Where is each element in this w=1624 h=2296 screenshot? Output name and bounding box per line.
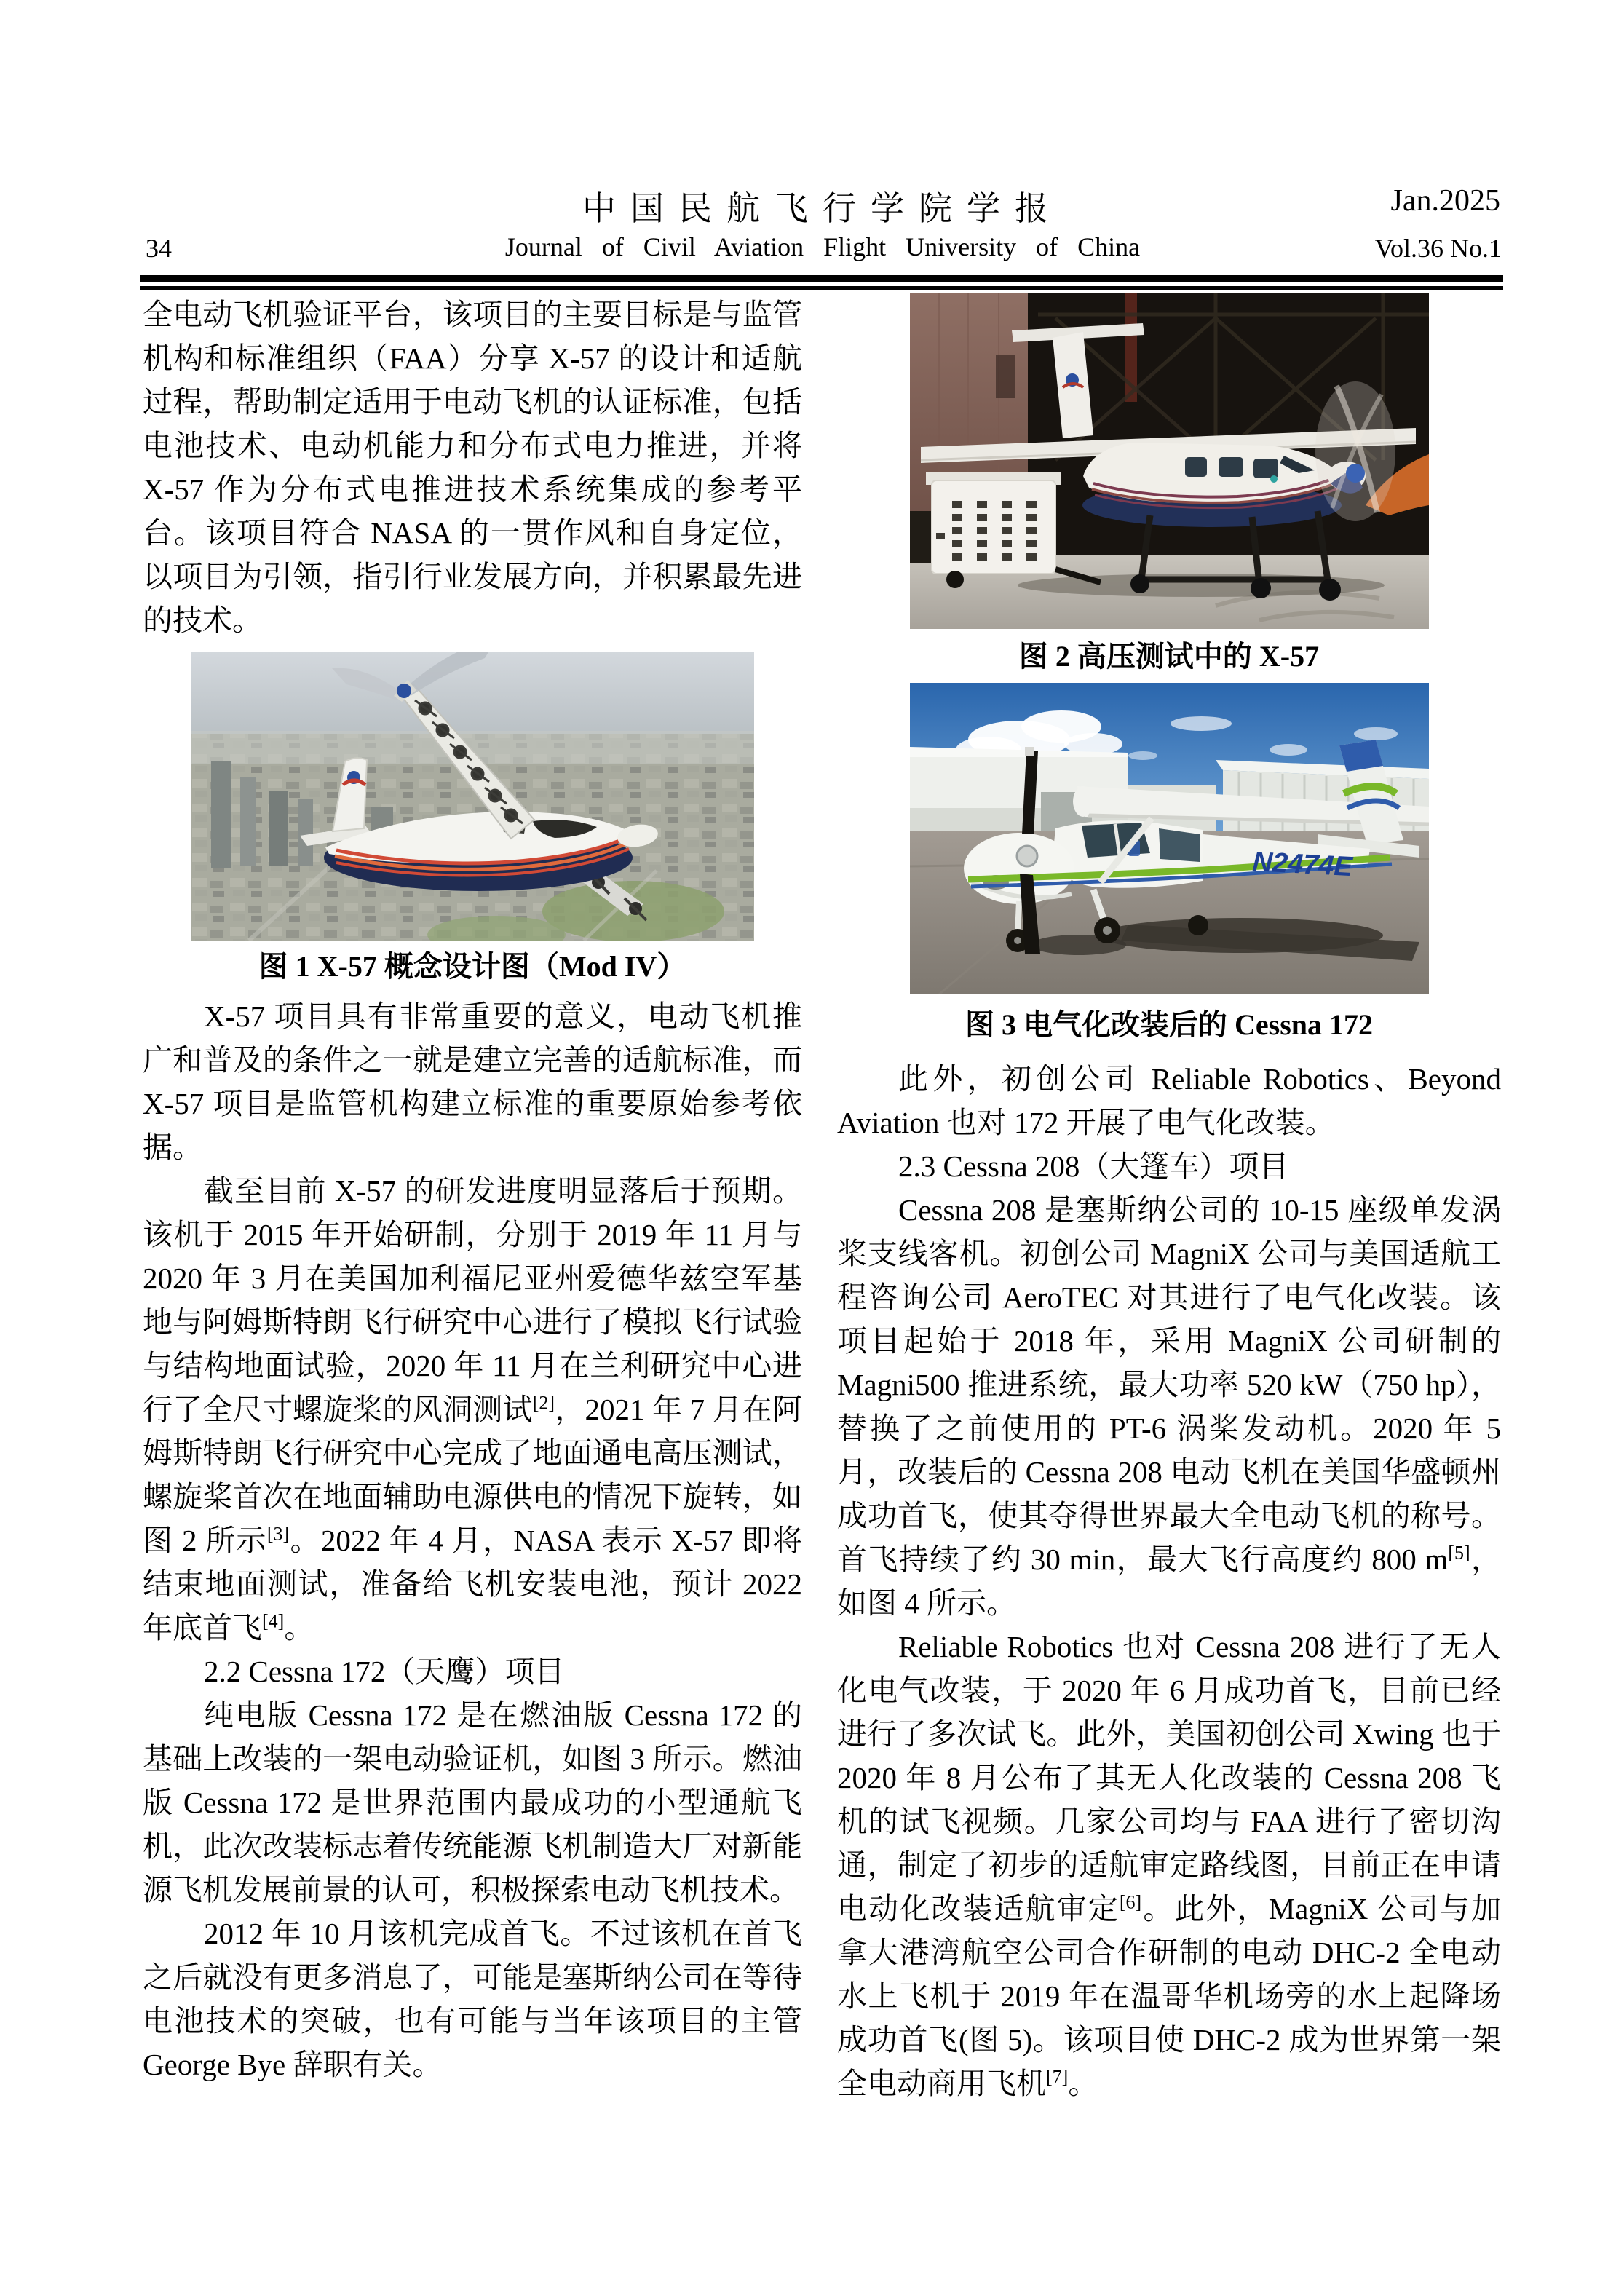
issue-date: Jan.2025: [1390, 184, 1500, 218]
x57-hangar-test-image: [910, 293, 1429, 629]
figure-1-caption: 图 1 X-57 概念设计图（Mod IV）: [258, 950, 686, 983]
figure-3-caption: 图 3 电气化改装后的 Cessna 172: [965, 1008, 1374, 1041]
figure-3-cessna172: [837, 683, 1501, 994]
paragraph-cessna208-magnix: Cessna 208 是塞斯纳公司的 10-15 座级单发涡桨支线客机。初创公司 MagniX 公司与美国适航工程咨询公司 AeroTEC 对其进行了电气化改装。该项目起始于 2018 年，采用 MagniX 公司研制的 Magni500 推进系统，最大功率 520 kW（750 hp），替换了之前使用的 PT-6 涡桨发动机。2020 年 5 月，改装后的 Cessna 208 电动飞机在美国华盛顿州成功首飞，使其夺得世界最大全电动飞机的称号。首飞持续了约 30 min，最大飞行高度约 800 m[5]，如图 4 所示。: [837, 1193, 1501, 1620]
x57-concept-image: [191, 652, 754, 941]
header-rule-thin: [140, 286, 1503, 290]
paragraph-cessna208-unmanned: Reliable Robotics 也对 Cessna 208 进行了无人化电气改装，于 2020 年 6 月成功首飞，目前已经进行了多次试飞。此外，美国初创公司 Xwing 也于 2020 年 8 月公布了其无人化改装的 Cessna 208 飞机的试飞视频。几家公司均与 FAA 进行了密切沟通，制定了初步的适航审定路线图，目前正在申请电动化改装适航审定[6]。此外，MagniX 公司与加拿大港湾航空公司合作研制的电动 DHC-2 全电动水上飞机于 2019 年在温哥华机场旁的水上起降场成功首飞(图 5)。该项目使 DHC-2 成为世界第一架全电动商用飞机[7]。: [837, 1630, 1502, 2100]
paragraph-172-other-companies: 此外，初创公司 Reliable Robotics、Beyond Aviation 也对 172 开展了电气化改装。: [837, 1062, 1501, 1139]
journal-title-zh: 中国民航飞行学院学报: [582, 190, 1063, 227]
right-column: [837, 293, 1501, 2105]
paragraph-cessna172-intro: 纯电版 Cessna 172 是在燃油版 Cessna 172 的基础上改装的一架电动验证机，如图 3 所示。燃油版 Cessna 172 是世界范围内最成功的小型通航飞机，此次改装标志着传统能源飞机制造大厂对新能源飞机发展前景的认可，积极探索电动飞机技术。: [143, 1698, 802, 1907]
section-heading-2-2: 2.2 Cessna 172（天鹰）项目: [204, 1655, 565, 1688]
figure-1-x57-concept: [143, 652, 802, 941]
left-column: [143, 293, 802, 2086]
header-rule-thick: [140, 275, 1503, 282]
figure-2-x57-test: [837, 293, 1501, 629]
paragraph-cessna172-flight: 2012 年 10 月该机完成首飞。不过该机在首飞之后就没有更多消息了，可能是塞斯纳公司在等待电池技术的突破，也有可能与当年该项目的主管 George Bye 辞职有关。: [143, 1917, 802, 2081]
paragraph-x57-progress: 截至目前 X-57 的研发进度明显落后于预期。该机于 2015 年开始研制，分别于 2019 年 11 月与 2020 年 3 月在美国加利福尼亚州爱德华兹空军基地与阿姆斯特朗飞行研究中心进行了模拟飞行试验与结构地面试验，2020 年 11 月在兰利研究中心进行了全尺寸螺旋桨的风洞测试[2]，2021 年 7 月在阿姆斯特朗飞行研究中心完成了地面通电高压测试，螺旋桨首次在地面辅助电源供电的情况下旋转，如图 2 所示[3]。2022 年 4 月，NASA 表示 X-57 即将结束地面测试，准备给飞机安装电池，预计 2022 年底首飞[4]。: [143, 1174, 803, 1644]
journal-title-en: Journal of Civil Aviation Flight University of China: [504, 232, 1141, 261]
cessna172-image: [910, 683, 1429, 994]
paragraph-x57-platform: 全电动飞机验证平台，该项目的主要目标是与监管机构和标准组织（FAA）分享 X-57 的设计和适航过程，帮助制定适用于电动飞机的认证标准，包括电池技术、电动机能力和分布式电力推进，并将 X-57 作为分布式电推进技术系统集成的参考平台。该项目符合 NASA 的一贯作风和自身定位，以项目为引领，指引行业发展方向，并积累最先进的技术。: [143, 298, 802, 637]
section-heading-2-3: 2.3 Cessna 208（大篷车）项目: [898, 1149, 1289, 1183]
page-number: 34: [146, 234, 172, 263]
volume-issue: Vol.36 No.1: [1374, 234, 1502, 263]
registration-text: N2474E: [1251, 847, 1353, 883]
figure-2-caption: 图 2 高压测试中的 X-57: [1018, 640, 1320, 673]
paragraph-x57-significance: X-57 项目具有非常重要的意义，电动飞机推广和普及的条件之一就是建立完善的适航标准，而 X-57 项目是监管机构建立标准的重要原始参考依据。: [143, 999, 802, 1164]
